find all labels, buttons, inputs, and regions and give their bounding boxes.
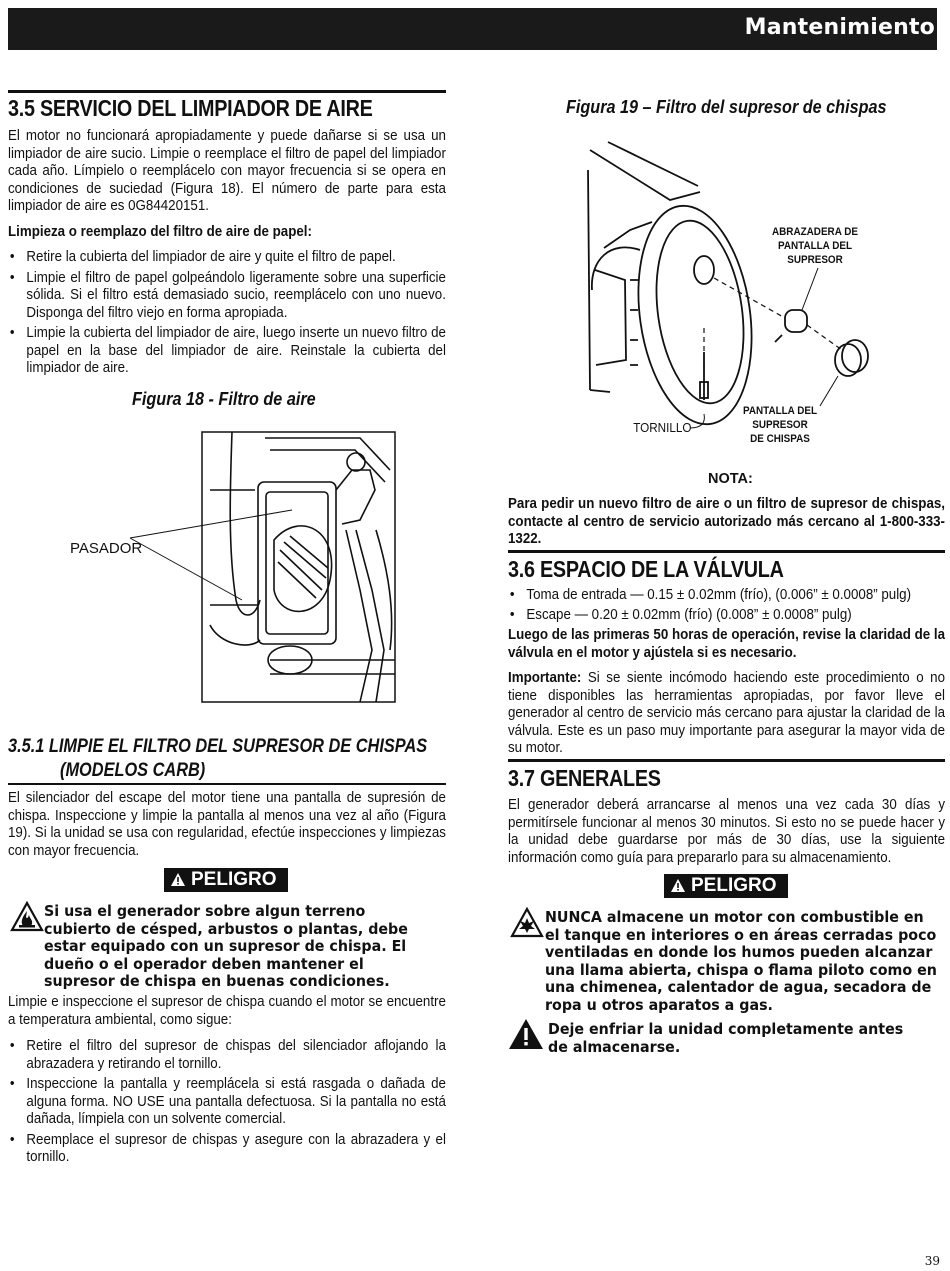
- list-item: • Inspeccione la pantalla y reemplácela si está rasgada o dañada de alguna forma. NO USE una pantalla defectuosa. Si la pantalla no está dañada, límpiela con un solvente comercial.: [8, 1076, 446, 1129]
- list-item: • Escape — 0.20 ± 0.02mm (frío) (0.008” ± 0.0008” pulg): [508, 607, 945, 625]
- warning-triangle-icon: [170, 872, 186, 887]
- section-3-6-important: [508, 670, 945, 758]
- list-item: • Limpie la cubierta del limpiador de aire, luego inserte un nuevo filtro de papel en la base del limpiador de aire. Reinstale la cubierta del limpiador de aire.: [8, 325, 446, 378]
- danger-label: PELIGRO: [691, 875, 777, 896]
- section-3-6-bullets: [508, 587, 945, 627]
- label-line: PANTALLA DEL: [777, 240, 853, 252]
- warning-triangle-icon: [670, 878, 686, 893]
- page-title: Mantenimiento: [744, 15, 935, 40]
- section-rule: [508, 550, 945, 553]
- note-text: Para pedir un nuevo filtro de aire o un filtro de supresor de chispas, contacte al centro de servicio autorizado más cercano al 1-800-333-1322.: [508, 496, 945, 547]
- section-3-5-1-warning: Si usa el generador sobre algun terreno cubierto de césped, arbustos o plantas, debe estar equipado con un supresor de chispa. El dueño o el operador deben mantener el supresor de chispa en buenas condiciones.: [44, 902, 408, 990]
- section-3-5-1-heading-line2: (MODELOS CARB): [60, 760, 206, 781]
- figure-19-title: Figura 19 – Filtro del supresor de chispas: [566, 97, 887, 117]
- list-item: • Retire la cubierta del limpiador de aire y quite el filtro de papel.: [8, 249, 446, 267]
- section-3-5-intro: El motor no funcionará apropiadamente y puede dañarse si se usa un limpiador de aire sucio. Limpie o reemplace el filtro de papel del limpiador cada año. Límpielo o reemplácelo con mayor frecuencia si se opera en condiciones de suciedad (Figura 18). El número de parte para esta limpiador de aire es 0G84420151.: [8, 128, 446, 214]
- label-line: PANTALLA DEL: [742, 405, 818, 417]
- danger-banner: [664, 874, 788, 898]
- figure-19-label-screw: TORNILLO: [633, 420, 692, 435]
- section-3-5-bullets: [8, 249, 446, 381]
- section-3-7-heading: 3.7 GENERALES: [508, 765, 661, 791]
- label-line: SUPRESOR: [752, 419, 808, 431]
- page-number: 39: [924, 1254, 940, 1268]
- list-item: • Toma de entrada — 0.15 ± 0.02mm (frío), (0.006” ± 0.0008” pulg): [508, 587, 945, 605]
- header-bar: [8, 8, 937, 50]
- important-label: Importante:: [508, 670, 582, 686]
- label-line: ABRAZADERA DE: [771, 226, 858, 238]
- figure-19-label-clamp: [766, 225, 865, 267]
- section-3-5-heading: 3.5 SERVICIO DEL LIMPIADOR DE AIRE: [8, 95, 373, 121]
- label-line: DE CHISPAS: [750, 433, 810, 445]
- section-3-5-1-bullets: [8, 1038, 446, 1170]
- explosion-hazard-icon: [510, 907, 544, 938]
- note-title: NOTA:: [708, 471, 753, 487]
- section-3-7-warning-1: NUNCA almacene un motor con combustible en el tanque en interiores o en áreas cerradas poco ventiladas en donde los humos pueden alcanzar una llama abierta, chispa o flama piloto como en una chimenea, calentador de agua, secadora de ropa u otros aparatos a gas.: [545, 908, 937, 1014]
- section-3-7-intro: El generador deberá arrancarse al menos una vez cada 30 días y permitírsele funcionar al menos 30 minutos. Si esto no se puede hacer y la unidad debe guardarse por más de 30 días, use la siguiente información como guía para prepararlo para su almacenamiento.: [508, 797, 945, 866]
- section-rule: [8, 783, 446, 785]
- important-text: Si se siente incómodo haciendo este procedimiento o no tiene disponibles las herramientas apropiadas, por favor lleve el generador al centro de servicio más cercano para ajustar la claridad de la válvula. Este es un paso muy importante para asegurar la mayor vida de su motor.: [508, 670, 945, 756]
- section-3-5-subhead: Limpieza o reemplazo del filtro de aire de papel:: [8, 224, 312, 240]
- section-3-5-1-intro: El silenciador del escape del motor tiene una pantalla de supresión de chispa. Inspeccione y limpie la pantalla al menos una vez al año (Figura 19). Si la unidad se usa con regularidad, efectúe inspecciones y limpiezas con mayor frecuencia.: [8, 790, 446, 859]
- list-item: • Limpie el filtro de papel golpeándolo ligeramente sobre una superficie sólida. Si el filtro está demasiado sucio, reemplácelo con uno nuevo. Disponga del filtro viejo en forma apropiada.: [8, 270, 446, 323]
- section-3-6-heading: 3.6 ESPACIO DE LA VÁLVULA: [508, 556, 784, 582]
- label-line: SUPRESOR: [787, 254, 843, 266]
- danger-banner: [164, 868, 288, 892]
- section-rule: [8, 90, 446, 93]
- danger-label: PELIGRO: [191, 869, 277, 890]
- section-3-7-warning-2: Deje enfriar la unidad completamente antes de almacenarse.: [548, 1020, 904, 1056]
- section-3-5-1-heading-line1: 3.5.1 LIMPIE EL FILTRO DEL SUPRESOR DE CHISPAS: [8, 736, 428, 757]
- section-rule: [508, 759, 945, 762]
- figure-18-title: Figura 18 - Filtro de aire: [132, 389, 316, 409]
- figure-19-label-screen: [735, 404, 825, 446]
- figure-18-illustration: [60, 430, 400, 705]
- exclamation-warning-icon: [508, 1018, 544, 1050]
- figure-18-label-pasador: PASADOR: [70, 540, 143, 557]
- list-item: • Reemplace el supresor de chispas y asegure con la abrazadera y el tornillo.: [8, 1132, 446, 1167]
- section-3-6-bold-para: Luego de las primeras 50 horas de operación, revise la claridad de la válvula en el motor y ajústela si es necesario.: [508, 627, 945, 661]
- section-3-5-1-para2: Limpie e inspeccione el supresor de chispa cuando el motor se encuentre a temperatura ambiental, como sigue:: [8, 994, 446, 1028]
- list-item: • Retire el filtro del supresor de chispas del silenciador aflojando la abrazadera y retirando el tornillo.: [8, 1038, 446, 1073]
- fire-hazard-icon: [10, 901, 44, 932]
